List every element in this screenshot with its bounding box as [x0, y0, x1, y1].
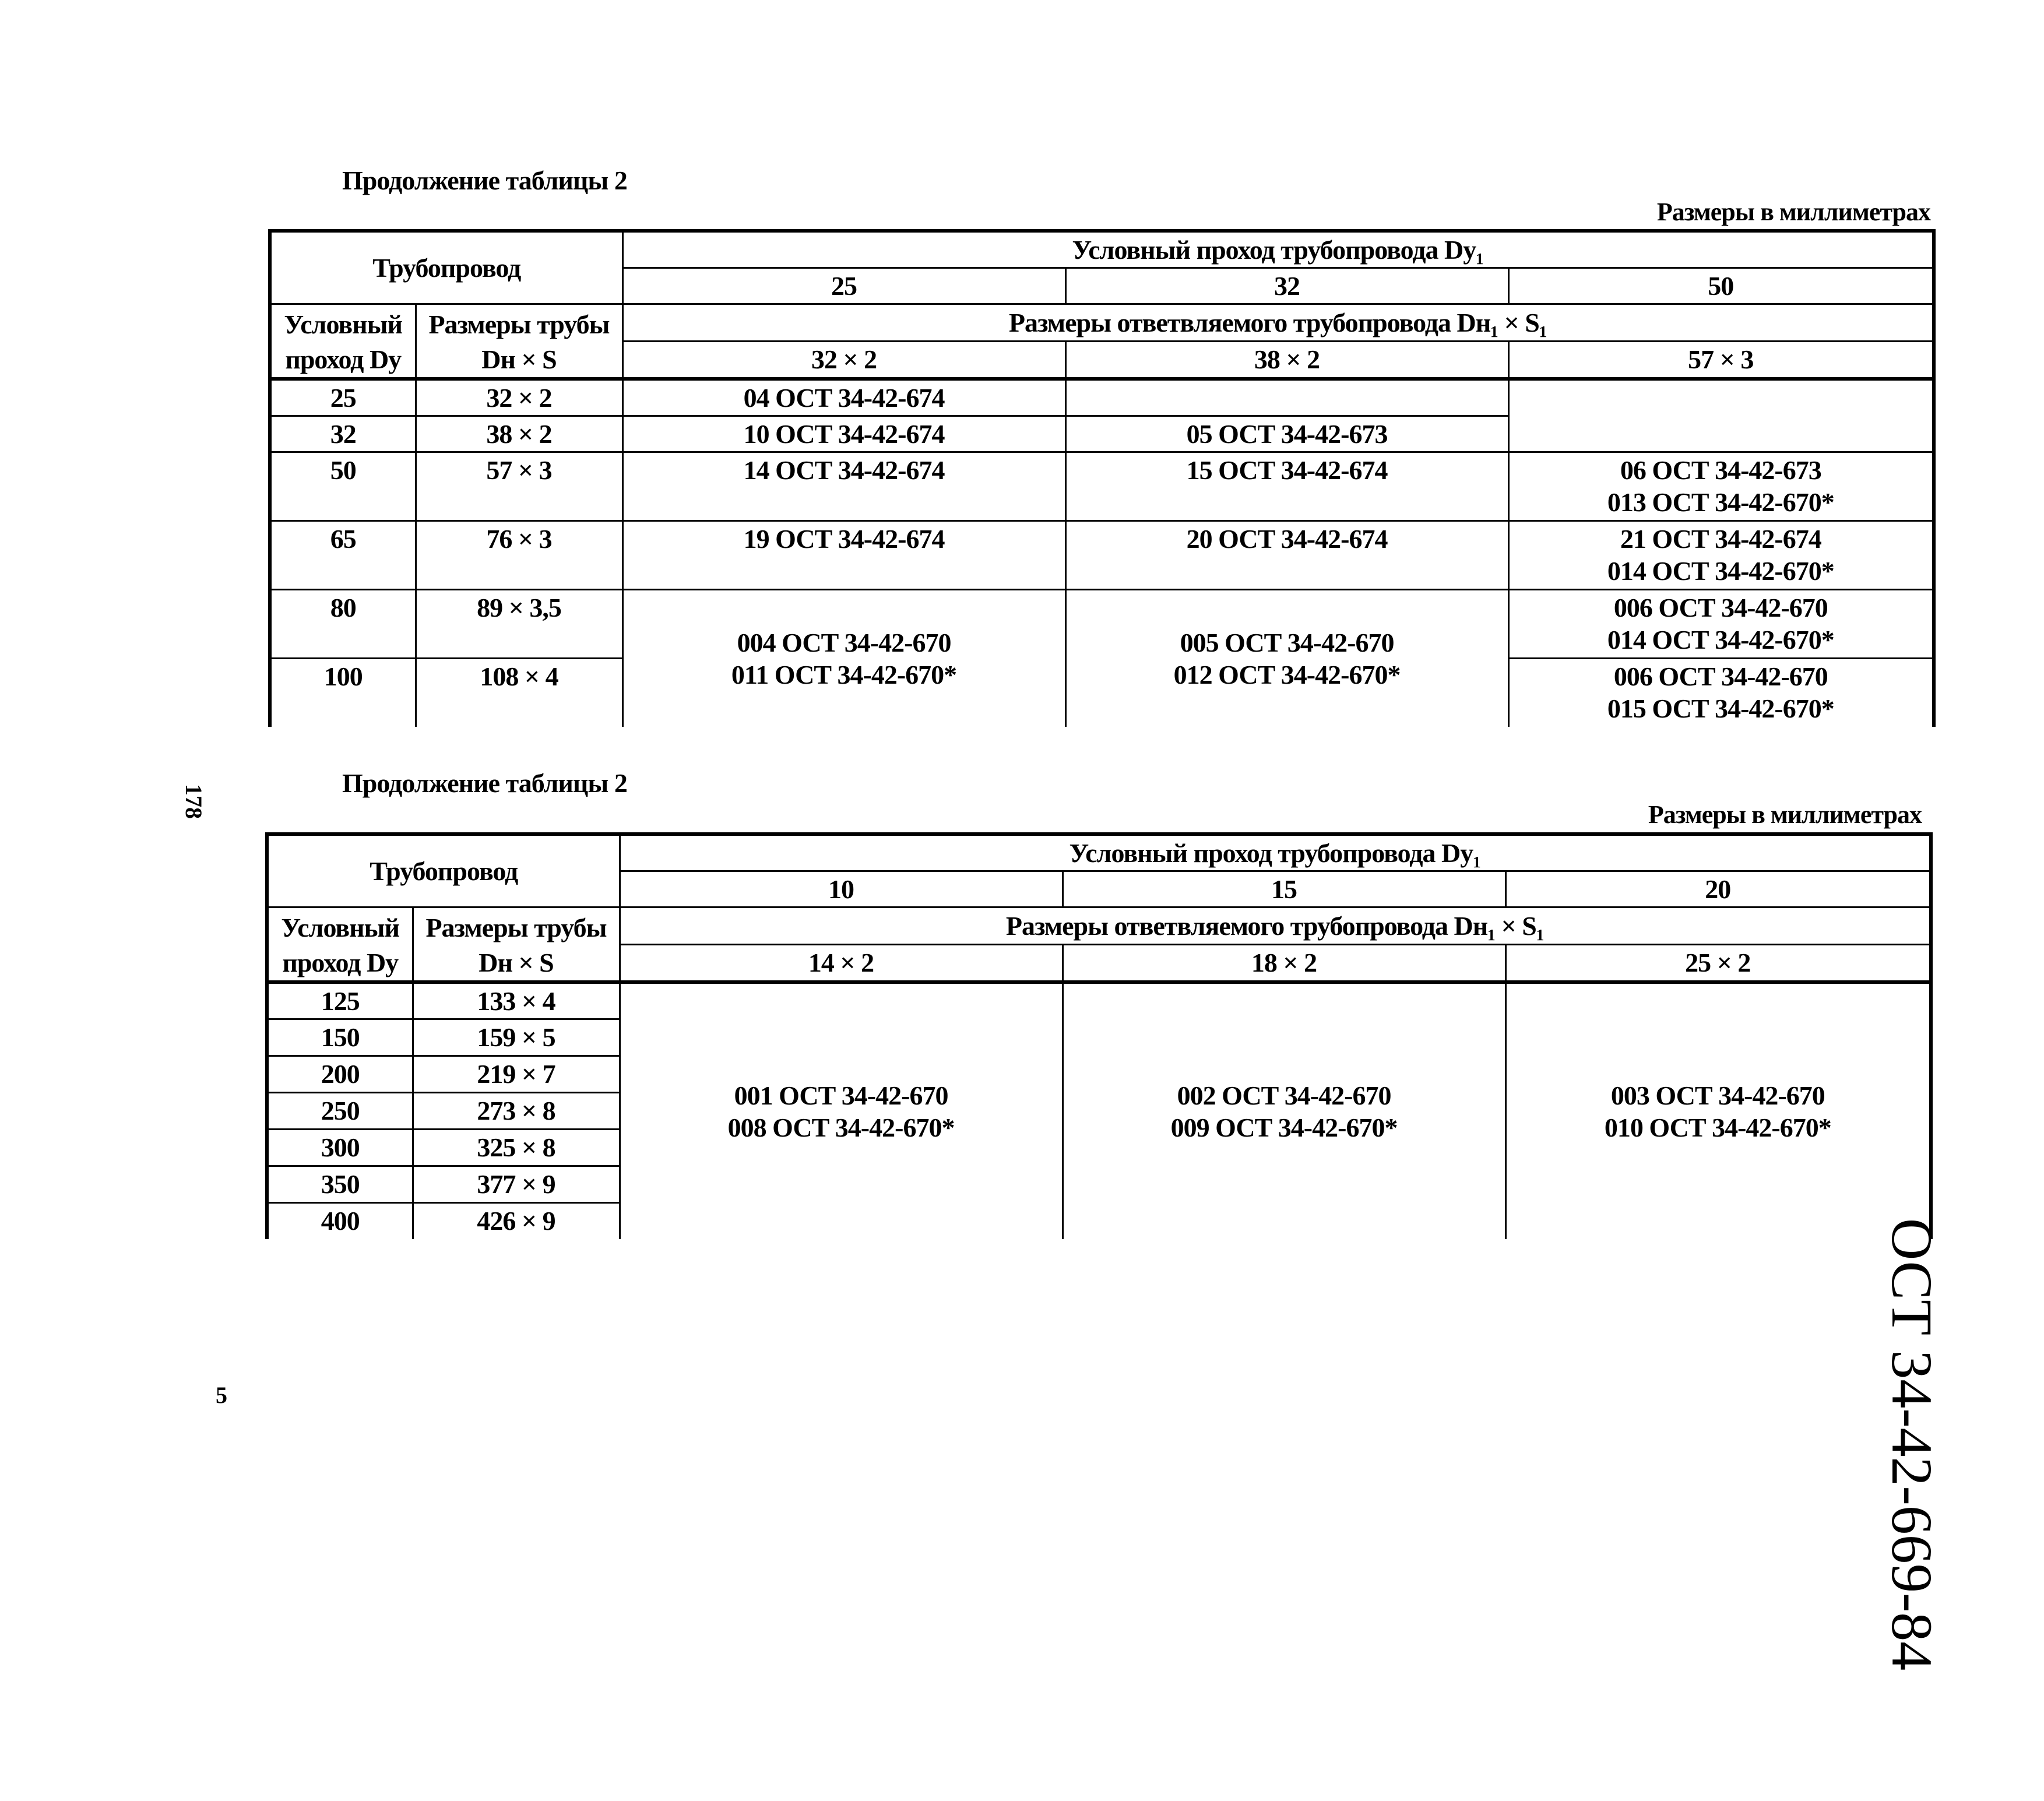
code-line: 005 ОСТ 34-42-670 [1180, 628, 1394, 657]
table-row-dns: 325 × 8 [413, 1129, 620, 1166]
branch-size-col-3: 57 × 3 [1508, 342, 1934, 379]
cell-code-merged [1505, 982, 1931, 1240]
table1-units-note: Размеры в миллиметрах [1656, 198, 1930, 226]
cond-pass-dy-header-line2: проход Dу [270, 342, 416, 379]
code-line: 06 ОСТ 34-42-673 [1620, 455, 1821, 485]
cell-code: 05 ОСТ 34-42-673 [1065, 416, 1508, 452]
table-row-dy: 50 [270, 452, 416, 520]
table-row-dy: 80 [270, 589, 416, 658]
cond-pass-dy1-header: Условный проход трубопровода Dу₁ [622, 231, 1934, 268]
table-row-dns: 426 × 9 [413, 1202, 620, 1239]
code-line: 014 ОСТ 34-42-670* [1607, 556, 1834, 586]
branch-size-header: Размеры ответвляемого трубопровода Dн₁ × S₁ [620, 907, 1931, 945]
table-row-dns: 219 × 7 [413, 1056, 620, 1092]
pipe-size-header: Размеры трубы [416, 304, 622, 342]
table-row-dns: 76 × 3 [416, 520, 622, 589]
dy1-col-2: 32 [1065, 268, 1508, 304]
dy1-col-1: 10 [620, 871, 1063, 907]
table-row-dns: 108 × 4 [416, 658, 622, 727]
branch-size-col-1: 32 × 2 [622, 342, 1065, 379]
table-row-dy: 100 [270, 658, 416, 727]
page-number-bottom: 5 [216, 1382, 227, 1408]
table2-units-note: Размеры в миллиметрах [1648, 800, 1922, 829]
code-line: 012 ОСТ 34-42-670* [1173, 660, 1401, 690]
table1 [268, 229, 1936, 727]
cond-pass-dy-header-line2: проход Dу [267, 945, 413, 982]
code-line: 002 ОСТ 34-42-670 [1177, 1080, 1391, 1110]
cond-pass-dy-header: Условный [270, 304, 416, 342]
cell-code [1508, 520, 1934, 589]
page-number-side: 178 [181, 784, 207, 819]
cell-code-merged [620, 982, 1063, 1240]
code-line: 009 ОСТ 34-42-670* [1170, 1112, 1398, 1142]
cell-code [1508, 452, 1934, 520]
table-row-dns: 133 × 4 [413, 982, 620, 1019]
table-row-dy: 300 [267, 1129, 413, 1166]
table-row-dy: 125 [267, 982, 413, 1019]
pipe-size-header-line2: Dн × S [416, 342, 622, 379]
code-line: 015 ОСТ 34-42-670* [1607, 694, 1834, 724]
cell-code-merged [1065, 589, 1508, 727]
cell-code: 14 ОСТ 34-42-674 [622, 452, 1065, 520]
cell-code [1508, 589, 1934, 658]
cell-code-merged [622, 589, 1065, 727]
table-row-dy: 25 [270, 379, 416, 416]
table-row-dy: 400 [267, 1202, 413, 1239]
table2 [265, 832, 1933, 1239]
cell-empty [1065, 379, 1508, 416]
code-line: 21 ОСТ 34-42-674 [1620, 523, 1821, 554]
pipeline-header: Трубопровод [270, 231, 622, 304]
branch-size-col-1: 14 × 2 [620, 945, 1063, 982]
cell-code [1508, 658, 1934, 727]
table-row-dns: 273 × 8 [413, 1092, 620, 1129]
branch-size-header: Размеры ответвляемого трубопровода Dн₁ × S₁ [622, 304, 1934, 342]
cell-code-merged [1063, 982, 1505, 1240]
code-line: 010 ОСТ 34-42-670* [1604, 1112, 1831, 1142]
code-line: 014 ОСТ 34-42-670* [1607, 625, 1834, 655]
table-row-dns: 377 × 9 [413, 1166, 620, 1202]
table-row-dy: 350 [267, 1166, 413, 1202]
dy1-col-3: 50 [1508, 268, 1934, 304]
table-row-dy: 250 [267, 1092, 413, 1129]
pipe-size-header: Размеры трубы [413, 907, 620, 945]
code-line: 001 ОСТ 34-42-670 [734, 1080, 948, 1110]
branch-size-col-2: 38 × 2 [1065, 342, 1508, 379]
branch-size-col-3: 25 × 2 [1505, 945, 1931, 982]
code-line: 008 ОСТ 34-42-670* [727, 1112, 955, 1142]
cell-empty [1508, 379, 1934, 452]
pipeline-header: Трубопровод [267, 834, 620, 907]
table2-caption: Продолжение таблицы 2 [342, 768, 627, 798]
document-code: ОСТ 34-42-669-84 [1880, 1218, 1944, 1671]
code-line: 006 ОСТ 34-42-670 [1613, 592, 1828, 622]
cond-pass-dy1-header: Условный проход трубопровода Dу₁ [620, 834, 1931, 871]
code-line: 006 ОСТ 34-42-670 [1613, 661, 1828, 691]
table-row-dns: 32 × 2 [416, 379, 622, 416]
dy1-col-3: 20 [1505, 871, 1931, 907]
table-row-dy: 65 [270, 520, 416, 589]
cell-code: 04 ОСТ 34-42-674 [622, 379, 1065, 416]
dy1-col-2: 15 [1063, 871, 1505, 907]
cell-code: 10 ОСТ 34-42-674 [622, 416, 1065, 452]
code-line: 003 ОСТ 34-42-670 [1610, 1080, 1825, 1110]
cond-pass-dy-header: Условный [267, 907, 413, 945]
pipe-size-header-line2: Dн × S [413, 945, 620, 982]
table-row-dy: 150 [267, 1019, 413, 1056]
table1-caption: Продолжение таблицы 2 [342, 166, 627, 195]
code-line: 013 ОСТ 34-42-670* [1607, 487, 1834, 518]
cell-code: 19 ОСТ 34-42-674 [622, 520, 1065, 589]
code-line: 011 ОСТ 34-42-670* [731, 660, 957, 690]
table-row-dy: 200 [267, 1056, 413, 1092]
branch-size-col-2: 18 × 2 [1063, 945, 1505, 982]
dy1-col-1: 25 [622, 268, 1065, 304]
table-row-dns: 57 × 3 [416, 452, 622, 520]
table-row-dy: 32 [270, 416, 416, 452]
table-row-dns: 89 × 3,5 [416, 589, 622, 658]
cell-code: 20 ОСТ 34-42-674 [1065, 520, 1508, 589]
table-row-dns: 159 × 5 [413, 1019, 620, 1056]
code-line: 004 ОСТ 34-42-670 [737, 628, 951, 657]
cell-code: 15 ОСТ 34-42-674 [1065, 452, 1508, 520]
table-row-dns: 38 × 2 [416, 416, 622, 452]
